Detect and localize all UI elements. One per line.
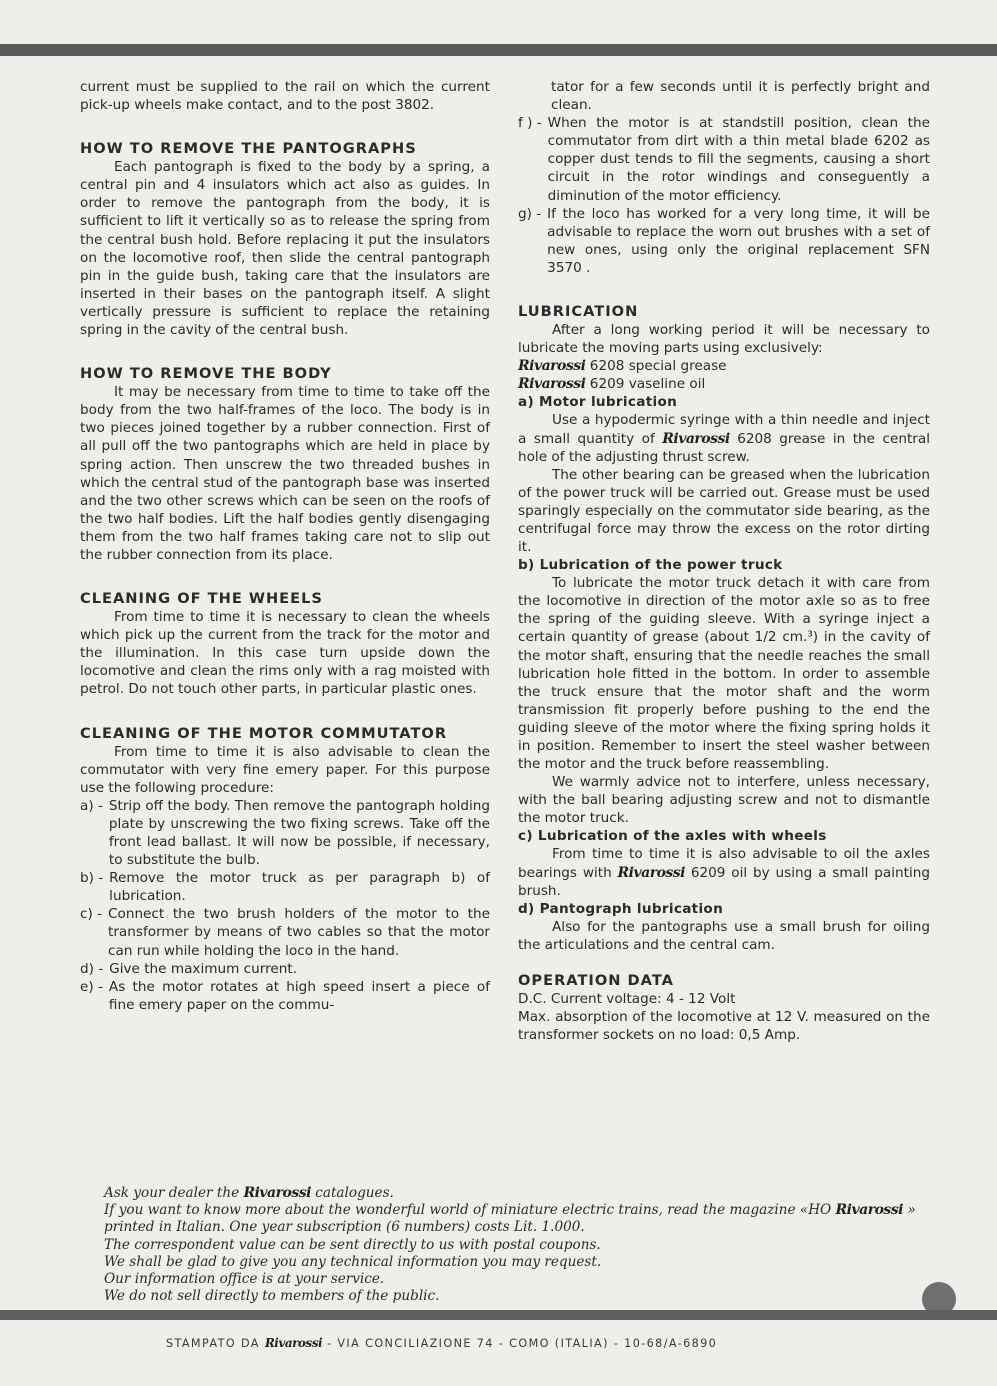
power-truck-advice: We warmly advice not to interfere, unless necessary, with the ball bearing adjusting screw and not to dismantle the motor truck.	[518, 774, 930, 827]
wheels-heading: CLEANING OF THE WHEELS	[80, 590, 323, 608]
commutator-heading: CLEANING OF THE MOTOR COMMUTATOR	[80, 724, 448, 742]
footer-line-2	[104, 1202, 934, 1236]
step-label: d) -	[80, 960, 104, 977]
lubrication-text: After a long working period it will be necessary to lubricate the moving parts using exclusively:	[518, 322, 930, 357]
body-heading: HOW TO REMOVE THE BODY	[80, 365, 332, 383]
left-column	[80, 78, 490, 1014]
step-label: a) -	[80, 797, 103, 814]
wheels-text: From time to time it is necessary to clean the wheels which pick up the current from the track for the motor and the illumination. In this case turn upside down the locomotive and clean the rims only with a rag moisted with petrol. Do not touch other parts, in particular plastic ones.	[80, 609, 490, 698]
rivarossi-logo: Rivarossi	[518, 376, 586, 393]
bottom-band	[0, 1310, 997, 1320]
pantograph-lubrication-text: Also for the pantographs use a small brush for oiling the articulations and the central cam.	[518, 918, 930, 953]
step-text: If the loco has worked for a very long time, it will be advisable to replace the worn out brushes with a set of new ones, using only the original replacement SFN 3570 .	[547, 205, 930, 276]
step-label: c) -	[80, 906, 103, 923]
step-text: When the motor is at standstill position, clean the commutator from dirt with a thin metal blade 6202 as copper dust tends to fill the segments, causing a short circuit in the rotor windings and conseguently a diminution of the motor efficiency.	[547, 115, 930, 204]
step-e-continued: tator for a few seconds until it is perfectly bright and clean.	[551, 79, 930, 114]
step-text: Give the maximum current.	[109, 960, 298, 977]
axles-text-a: From time to time it is also advisable to oil the axles bearings with	[518, 846, 930, 881]
footer-note	[104, 1185, 934, 1305]
step-b	[80, 869, 490, 905]
rivarossi-logo: Rivarossi	[243, 1185, 311, 1201]
rivarossi-logo: Rivarossi	[835, 1202, 903, 1219]
pantographs-heading: HOW TO REMOVE THE PANTOGRAPHS	[80, 140, 417, 158]
printer-stamp	[166, 1336, 926, 1350]
step-label: e) -	[80, 978, 103, 995]
step-g	[518, 205, 930, 277]
footer-line-3: The correspondent value can be sent directly to us with postal coupons.	[104, 1236, 601, 1253]
pantograph-lubrication-heading: d) Pantograph lubrication	[518, 900, 724, 917]
step-label: b) -	[80, 870, 104, 887]
footer-line-4: We shall be glad to give you any technical information you may request.	[104, 1253, 602, 1270]
stamp-prefix: STAMPATO DA	[166, 1337, 260, 1350]
rivarossi-logo: Rivarossi	[518, 358, 586, 375]
pantographs-text: Each pantograph is fixed to the body by a spring, a central pin and 4 insulators which act also as guides. In order to remove the pantograph from the body, it is sufficient to lift it vertically so as to release the spring from the central bush hold. Before replacing it put the insulators on the locomotive roof, then slide the central pantograph pin in the guide bush, taking care that the insulators are inserted in their bases on the pantograph itself. A slight vertically pressure is sufficient to replace the retaining spring in the cavity of the central bush.	[80, 159, 490, 339]
step-label: g) -	[518, 205, 542, 222]
motor-lubrication-text	[518, 411, 930, 465]
rivarossi-logo: Rivarossi	[617, 864, 686, 881]
step-text: Strip off the body. Then remove the pantograph holding plate by unscrewing the two fixing screws. Take off the front lead ballast. It will now be possible, if necessary, to substitute the bulb.	[108, 797, 490, 869]
product-label: 6209 vaseline oil	[589, 376, 706, 393]
operation-data-heading: OPERATION DATA	[518, 971, 674, 989]
step-text: Connect the two brush holders of the motor to the transformer by means of two cables so that the motor can run while holding the loco in the hand.	[108, 906, 490, 959]
product-6208	[518, 357, 930, 375]
lubrication-heading: LUBRICATION	[518, 303, 639, 321]
right-column	[518, 78, 930, 1044]
motor-lubrication-text-b: 6208 grease in the central hole of the adjusting thrust screw.	[518, 430, 930, 465]
footer-line-6: We do not sell directly to members of the public.	[104, 1288, 440, 1305]
axles-heading: c) Lubrication of the axles with wheels	[518, 828, 827, 845]
footer-text: » printed in Italian. One year subscription (6 numbers) costs Lit. 1.000.	[104, 1202, 916, 1236]
step-a	[80, 797, 490, 869]
step-text: As the motor rotates at high speed insert a piece of fine emery paper on the commu-	[108, 978, 490, 1013]
product-label: 6208 special grease	[589, 358, 727, 375]
motor-lubrication-heading: a) Motor lubrication	[518, 394, 678, 411]
commutator-text: From time to time it is also advisable to clean the commutator with very fine emery paper. For this purpose use the following procedure:	[80, 743, 490, 796]
step-text: Remove the motor truck as per paragraph b) of lubrication.	[109, 870, 490, 905]
axles-text-b: 6209 oil by using a small painting brush.	[518, 864, 930, 899]
footer-text: Ask your dealer the	[104, 1185, 240, 1201]
footer-text: If you want to know more about the wonderful world of miniature electric trains, read the magazine «HO	[104, 1202, 832, 1219]
step-e	[80, 978, 490, 1014]
top-band	[0, 44, 997, 56]
body-text: It may be necessary from time to time to take off the body from the two half-frames of the loco. The body is in two pieces joined together by a rubber connection. First of all pull off the two pantographs which are held in place by spring action. Then unscrew the two threaded bushes in which the central stud of the pantograph base was inserted and the two other screws which can be seen on the roofs of the two half bodies. Lift the half bodies gently disengaging them from the two half frames taking care not to slip out the rubber connection from its place.	[80, 384, 490, 563]
footer-line-5: Our information office is at your service.	[104, 1271, 385, 1288]
stamp-suffix: - VIA CONCILIAZIONE 74 - COMO (ITALIA) - 10-68/A-6890	[326, 1337, 718, 1350]
footer-text: catalogues.	[315, 1185, 394, 1201]
step-f	[518, 114, 930, 204]
step-c	[80, 905, 490, 959]
power-truck-text: To lubricate the motor truck detach it with care from the locomotive in direction of the motor axle so as to free the spring of the guiding sleeve. With a syringe inject a certain quantity of grease (about 1/2 cm.³) in the cavity of the motor shaft, ensuring that the needle reaches the small lubrication hole fitted in the bottom. In order to assemble the truck ensure that the motor shaft and the worm transmission fit properly before pushing to the end the guiding sleeve of the motor where the fixing spring holds it in position. Remember to insert the steel washer between the motor and the truck before reassembling.	[518, 575, 930, 773]
power-truck-heading: b) Lubrication of the power truck	[518, 557, 783, 574]
footer-line-1	[104, 1185, 934, 1202]
rivarossi-logo: Rivarossi	[662, 430, 730, 447]
step-label: f ) -	[518, 115, 542, 132]
step-d	[80, 960, 490, 978]
motor-lubrication-text-a: Use a hypodermic syringe with a thin needle and inject a small quantity of	[518, 412, 930, 447]
product-6209	[518, 375, 930, 393]
motor-lubrication-text-2: The other bearing can be greased when the lubrication of the power truck will be carried out. Grease must be used sparingly especially on the commutator side bearing, as the centrifugal force may throw the excess on the rotor dirting it.	[518, 466, 930, 556]
intro-text: current must be supplied to the rail on which the current pick-up wheels make contact, and to the post 3802.	[80, 79, 490, 114]
rivarossi-logo: Rivarossi	[264, 1336, 323, 1350]
operation-absorption: Max. absorption of the locomotive at 12 V. measured on the transformer sockets on no load: 0,5 Amp.	[518, 1009, 930, 1044]
operation-voltage: D.C. Current voltage: 4 - 12 Volt	[518, 990, 736, 1007]
axles-text	[518, 845, 930, 899]
